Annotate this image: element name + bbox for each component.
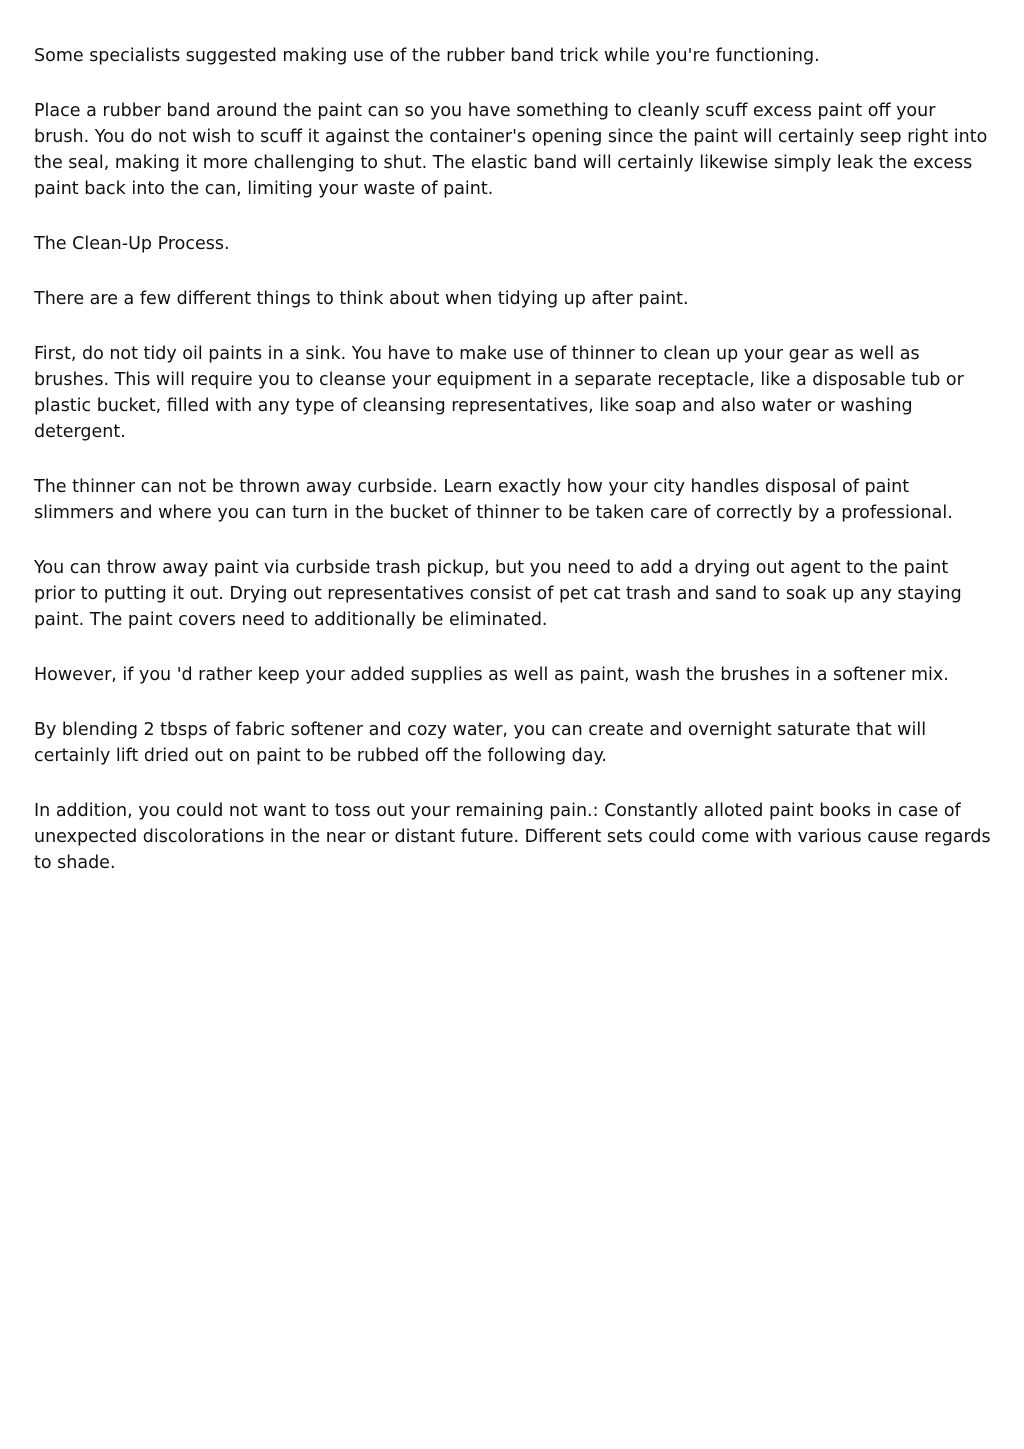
paragraph-clean-up-intro: There are a few different things to think about when tidying up after paint. (34, 289, 689, 309)
paragraph-thinner-disposal: The thinner can not be thrown away curbside. Learn exactly how your city handles disposal of paint slimmers and where you can turn in the bucket of thinner to be taken care of correctly by a professional. (34, 477, 953, 523)
paragraph-oil-paints: First, do not tidy oil paints in a sink. You have to make use of thinner to clean up your gear as well as brushes. This will require you to cleanse your equipment in a separate receptacle, like a disposable tub or plastic bucket, filled with any type of cleansing representatives, like soap and also water or washing detergent. (34, 344, 964, 442)
section-heading-clean-up: The Clean-Up Process. (34, 234, 230, 254)
paragraph-remaining-paint: In addition, you could not want to toss out your remaining pain.: Constantly alloted paint books in case of unexpected discolorations in the near or distant future. Different sets could come with various cause regards to shade. (34, 801, 991, 873)
paragraph-rubber-band-tip: Some specialists suggested making use of the rubber band trick while you're functioning. (34, 46, 820, 66)
paragraph-softener-mix: However, if you 'd rather keep your added supplies as well as paint, wash the brushes in a softener mix. (34, 665, 949, 685)
paragraph-curbside-paint: You can throw away paint via curbside trash pickup, but you need to add a drying out agent to the paint prior to putting it out. Drying out representatives consist of pet cat trash and sand to soak up any staying paint. The paint covers need to additionally be eliminated. (34, 558, 962, 630)
paragraph-fabric-softener: By blending 2 tbsps of fabric softener and cozy water, you can create and overnight saturate that will certainly lift dried out on paint to be rubbed off the following day. (34, 720, 927, 766)
paragraph-rubber-band-instructions: Place a rubber band around the paint can so you have something to cleanly scuff excess paint off your brush. You do not wish to scuff it against the container's opening since the paint will certainly seep right into the seal, making it more challenging to shut. The elastic band will certainly likewise simply leak the excess paint back into the can, limiting your waste of paint. (34, 101, 988, 199)
document-body (34, 43, 994, 905)
